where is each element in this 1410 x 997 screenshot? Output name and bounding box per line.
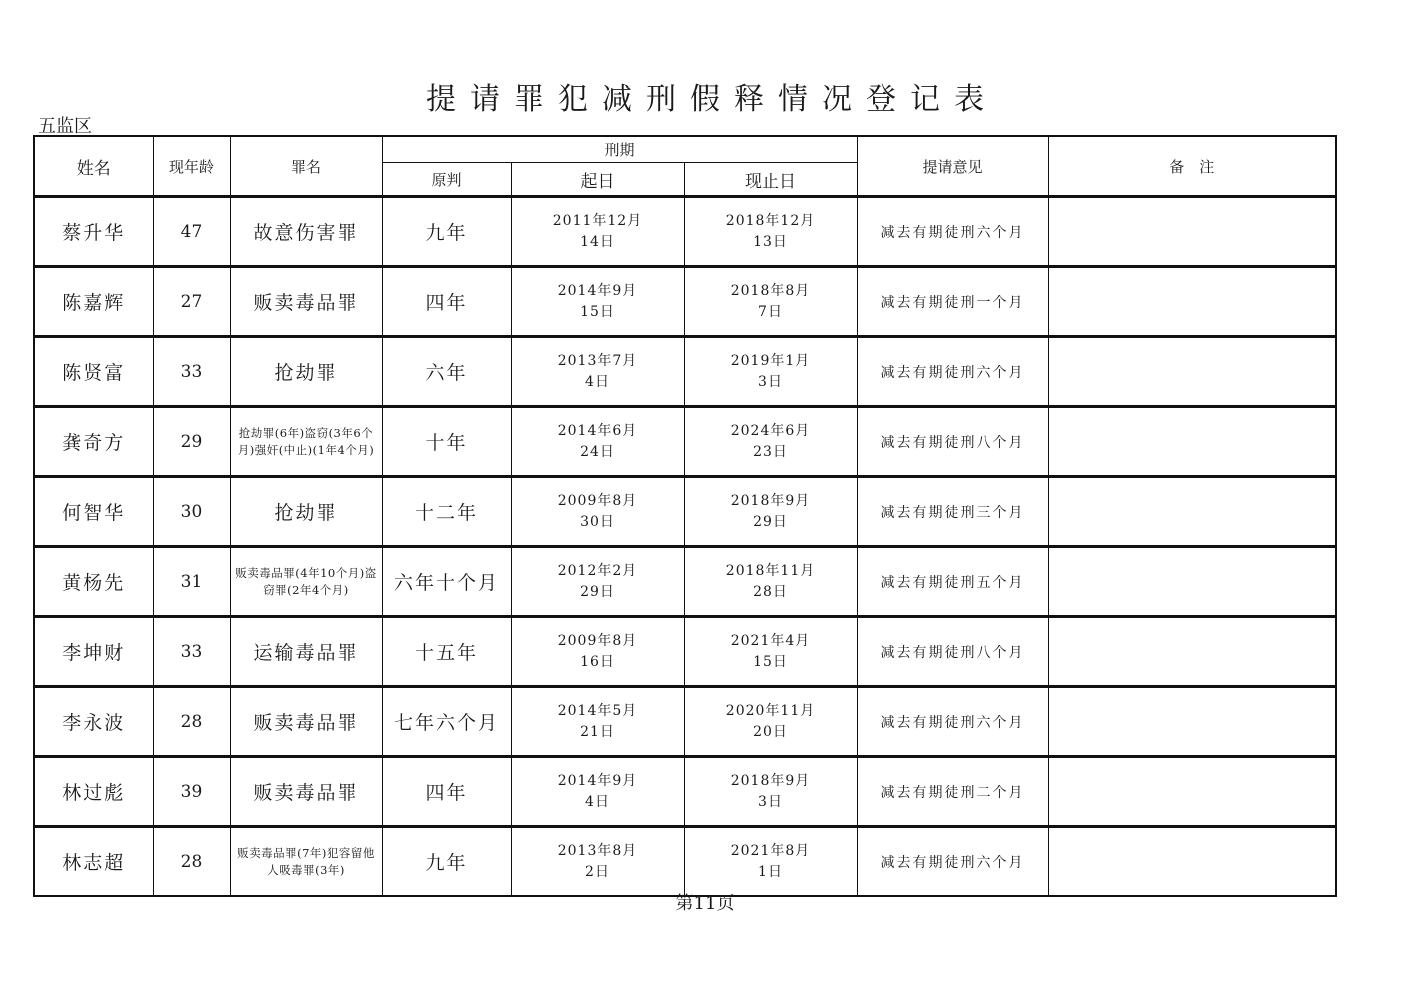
end-date-line-2: 28日 — [753, 583, 788, 600]
cell-opinion: 减去有期徒刑六个月 — [857, 687, 1048, 757]
cell-opinion: 减去有期徒刑八个月 — [857, 617, 1048, 687]
cell-remarks — [1048, 757, 1336, 827]
cell-crime: 故意伤害罪 — [230, 197, 382, 267]
cell-name: 林志超 — [34, 827, 153, 897]
cell-age: 30 — [153, 477, 230, 547]
cell-opinion: 减去有期徒刑三个月 — [857, 477, 1048, 547]
cell-crime: 贩卖毒品罪(4年10个月)盗窃罪(2年4个月) — [230, 547, 382, 617]
cell-crime: 运输毒品罪 — [230, 617, 382, 687]
cell-name: 黄杨先 — [34, 547, 153, 617]
table-row — [34, 827, 1336, 897]
end-date-line-1: 2024年6月 — [730, 422, 811, 439]
cell-age: 29 — [153, 407, 230, 477]
end-date-line-1: 2018年9月 — [730, 772, 811, 789]
header-age: 现年龄 — [153, 136, 230, 197]
cell-remarks — [1048, 827, 1336, 897]
cell-crime: 贩卖毒品罪 — [230, 687, 382, 757]
cell-crime: 贩卖毒品罪(7年)犯容留他人吸毒罪(3年) — [230, 827, 382, 897]
cell-age: 27 — [153, 267, 230, 337]
end-date-line-1: 2018年11月 — [725, 562, 816, 579]
start-date-line-2: 15日 — [580, 303, 615, 320]
cell-opinion: 减去有期徒刑六个月 — [857, 827, 1048, 897]
cell-end-date — [684, 197, 857, 267]
cell-original-sentence: 六年十个月 — [382, 547, 511, 617]
cell-start-date — [511, 757, 684, 827]
cell-end-date — [684, 617, 857, 687]
cell-start-date — [511, 687, 684, 757]
cell-original-sentence: 九年 — [382, 197, 511, 267]
cell-start-date — [511, 267, 684, 337]
cell-start-date — [511, 477, 684, 547]
table-row — [34, 617, 1336, 687]
table-row — [34, 687, 1336, 757]
cell-crime: 抢劫罪 — [230, 477, 382, 547]
page-title: 提请罪犯减刑假释情况登记表 — [426, 82, 998, 117]
cell-original-sentence: 九年 — [382, 827, 511, 897]
cell-end-date — [684, 827, 857, 897]
cell-remarks — [1048, 617, 1336, 687]
header-row-1 — [34, 136, 1336, 163]
end-date-line-2: 1日 — [758, 863, 783, 880]
cell-opinion: 减去有期徒刑一个月 — [857, 267, 1048, 337]
start-date-line-1: 2009年8月 — [557, 492, 638, 509]
start-date-line-1: 2014年5月 — [557, 702, 638, 719]
cell-crime: 抢劫罪 — [230, 337, 382, 407]
header-original: 原判 — [382, 163, 511, 197]
cell-end-date — [684, 687, 857, 757]
start-date-line-1: 2013年7月 — [557, 352, 638, 369]
cell-name: 李坤财 — [34, 617, 153, 687]
table-row — [34, 407, 1336, 477]
start-date-line-2: 14日 — [580, 233, 615, 250]
cell-name: 陈嘉辉 — [34, 267, 153, 337]
cell-end-date — [684, 337, 857, 407]
end-date-line-1: 2018年12月 — [725, 212, 816, 229]
header-sentence-group: 刑期 — [382, 136, 857, 163]
cell-name: 何智华 — [34, 477, 153, 547]
header-remarks: 备 注 — [1048, 136, 1336, 197]
table-row — [34, 267, 1336, 337]
cell-remarks — [1048, 407, 1336, 477]
cell-age: 33 — [153, 337, 230, 407]
cell-age: 28 — [153, 687, 230, 757]
cell-age: 31 — [153, 547, 230, 617]
cell-start-date — [511, 197, 684, 267]
cell-opinion: 减去有期徒刑六个月 — [857, 337, 1048, 407]
start-date-line-1: 2014年9月 — [557, 282, 638, 299]
header-opinion: 提请意见 — [857, 136, 1048, 197]
start-date-line-2: 21日 — [580, 723, 615, 740]
cell-age: 33 — [153, 617, 230, 687]
start-date-line-1: 2013年8月 — [557, 842, 638, 859]
table-row — [34, 197, 1336, 267]
start-date-line-1: 2009年8月 — [557, 632, 638, 649]
cell-start-date — [511, 547, 684, 617]
cell-end-date — [684, 757, 857, 827]
cell-name: 陈贤富 — [34, 337, 153, 407]
cell-crime: 抢劫罪(6年)盗窃(3年6个月)强奸(中止)(1年4个月) — [230, 407, 382, 477]
cell-remarks — [1048, 547, 1336, 617]
end-date-line-1: 2019年1月 — [730, 352, 811, 369]
cell-remarks — [1048, 197, 1336, 267]
cell-start-date — [511, 617, 684, 687]
table-row — [34, 477, 1336, 547]
page-number: 第11页 — [675, 893, 735, 914]
cell-age: 39 — [153, 757, 230, 827]
cell-opinion: 减去有期徒刑八个月 — [857, 407, 1048, 477]
end-date-line-1: 2021年4月 — [730, 632, 811, 649]
end-date-line-2: 20日 — [753, 723, 788, 740]
table-row — [34, 337, 1336, 407]
registration-table — [33, 135, 1337, 897]
cell-start-date — [511, 407, 684, 477]
cell-remarks — [1048, 337, 1336, 407]
cell-original-sentence: 十二年 — [382, 477, 511, 547]
start-date-line-1: 2014年9月 — [557, 772, 638, 789]
cell-age: 47 — [153, 197, 230, 267]
cell-remarks — [1048, 477, 1336, 547]
start-date-line-2: 16日 — [580, 653, 615, 670]
start-date-line-1: 2011年12月 — [552, 212, 643, 229]
cell-crime: 贩卖毒品罪 — [230, 757, 382, 827]
cell-age: 28 — [153, 827, 230, 897]
end-date-line-2: 3日 — [758, 793, 783, 810]
start-date-line-1: 2014年6月 — [557, 422, 638, 439]
cell-opinion: 减去有期徒刑五个月 — [857, 547, 1048, 617]
end-date-line-2: 3日 — [758, 373, 783, 390]
end-date-line-2: 15日 — [753, 653, 788, 670]
cell-original-sentence: 十五年 — [382, 617, 511, 687]
start-date-line-2: 2日 — [585, 863, 610, 880]
end-date-line-1: 2020年11月 — [725, 702, 816, 719]
end-date-line-1: 2018年9月 — [730, 492, 811, 509]
start-date-line-2: 29日 — [580, 583, 615, 600]
header-start: 起日 — [511, 163, 684, 197]
header-end: 现止日 — [684, 163, 857, 197]
cell-opinion: 减去有期徒刑六个月 — [857, 197, 1048, 267]
cell-name: 龚奇方 — [34, 407, 153, 477]
start-date-line-2: 4日 — [585, 793, 610, 810]
header-name: 姓名 — [34, 136, 153, 197]
start-date-line-2: 4日 — [585, 373, 610, 390]
cell-start-date — [511, 827, 684, 897]
cell-original-sentence: 四年 — [382, 757, 511, 827]
cell-original-sentence: 四年 — [382, 267, 511, 337]
end-date-line-1: 2018年8月 — [730, 282, 811, 299]
end-date-line-2: 7日 — [758, 303, 783, 320]
end-date-line-2: 13日 — [753, 233, 788, 250]
cell-original-sentence: 十年 — [382, 407, 511, 477]
district-label: 五监区 — [38, 116, 92, 137]
end-date-line-2: 29日 — [753, 513, 788, 530]
cell-opinion: 减去有期徒刑二个月 — [857, 757, 1048, 827]
header-crime: 罪名 — [230, 136, 382, 197]
end-date-line-1: 2021年8月 — [730, 842, 811, 859]
cell-start-date — [511, 337, 684, 407]
cell-original-sentence: 六年 — [382, 337, 511, 407]
table-row — [34, 757, 1336, 827]
cell-remarks — [1048, 687, 1336, 757]
cell-end-date — [684, 547, 857, 617]
start-date-line-2: 24日 — [580, 443, 615, 460]
cell-original-sentence: 七年六个月 — [382, 687, 511, 757]
cell-name: 林过彪 — [34, 757, 153, 827]
end-date-line-2: 23日 — [753, 443, 788, 460]
cell-end-date — [684, 477, 857, 547]
table-row — [34, 547, 1336, 617]
cell-end-date — [684, 407, 857, 477]
start-date-line-1: 2012年2月 — [557, 562, 638, 579]
cell-name: 蔡升华 — [34, 197, 153, 267]
cell-remarks — [1048, 267, 1336, 337]
start-date-line-2: 30日 — [580, 513, 615, 530]
cell-end-date — [684, 267, 857, 337]
cell-name: 李永波 — [34, 687, 153, 757]
cell-crime: 贩卖毒品罪 — [230, 267, 382, 337]
